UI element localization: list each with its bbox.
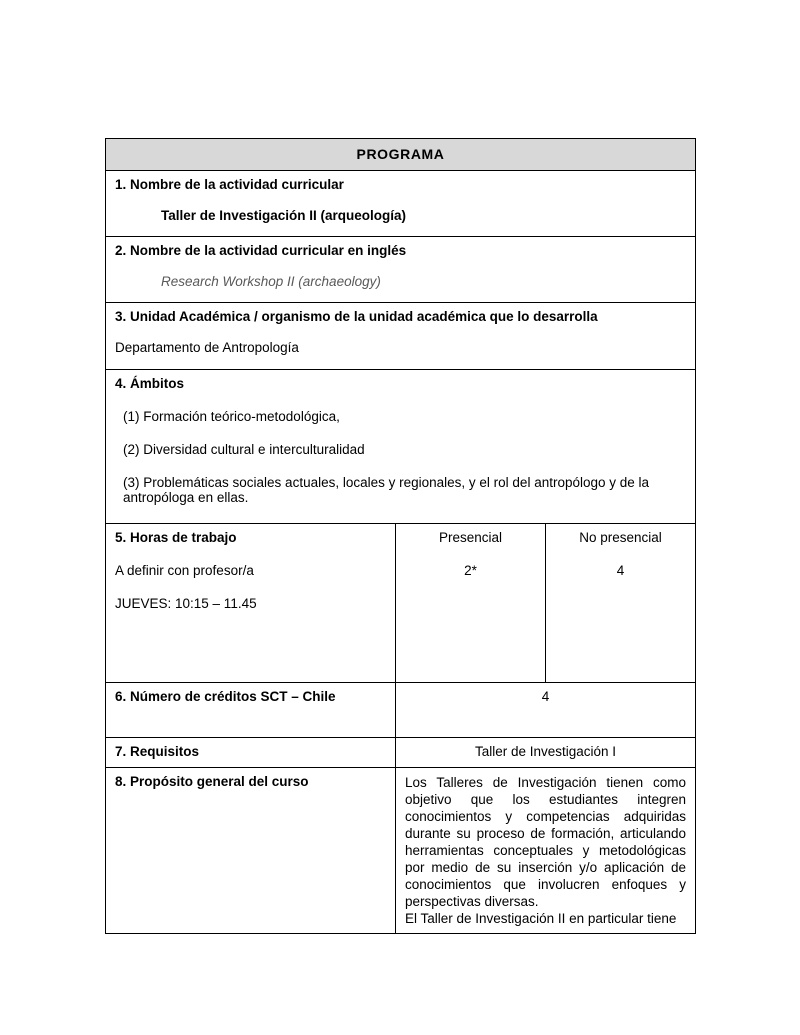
field-4-label: 4. Ámbitos xyxy=(115,376,185,391)
field-8-paragraph-1: Los Talleres de Investigación tienen como objetivo que los estudiantes integren conocimientos y competencias adquiridas durante su proceso de formación, articulando herramientas conceptuales y metodológicas por medio de su inserción y/o aplicación de conocimientos que involucren enfoques y perspectivas diversas. xyxy=(405,775,687,909)
program-table xyxy=(105,138,696,934)
row-ambitos xyxy=(106,370,696,524)
field-2-value: Research Workshop II (archaeology) xyxy=(161,274,381,289)
ambito-item-1: (1) Formación teórico-metodológica, xyxy=(123,409,340,424)
field-3-value: Departamento de Antropología xyxy=(115,340,299,355)
row-requisitos-label-cell xyxy=(106,738,396,768)
no-presencial-header: No presencial xyxy=(579,530,662,545)
field-7-value: Taller de Investigación I xyxy=(474,744,617,759)
field-8-label: 8. Propósito general del curso xyxy=(115,774,309,789)
row-unidad-academica xyxy=(106,303,696,370)
presencial-cell xyxy=(396,524,546,683)
table-title: PROGRAMA xyxy=(106,139,696,171)
field-2-label: 2. Nombre de la actividad curricular en inglés xyxy=(115,243,407,258)
field-7-label: 7. Requisitos xyxy=(115,744,200,759)
field-5-note1: A definir con profesor/a xyxy=(115,563,254,578)
field-1-label: 1. Nombre de la actividad curricular xyxy=(115,177,344,192)
creditos-value-cell xyxy=(396,683,696,738)
no-presencial-value: 4 xyxy=(616,563,625,578)
row-horas-label-cell xyxy=(106,524,396,683)
field-3-label: 3. Unidad Académica / organismo de la unidad académica que lo desarrolla xyxy=(115,309,598,324)
field-5-note2: JUEVES: 10:15 – 11.45 xyxy=(115,596,257,611)
no-presencial-cell xyxy=(546,524,696,683)
row-nombre-actividad xyxy=(106,171,696,237)
requisitos-value-cell xyxy=(396,738,696,768)
field-6-label: 6. Número de créditos SCT – Chile xyxy=(115,689,336,704)
ambito-item-3: (3) Problemáticas sociales actuales, locales y regionales, y el rol del antropólogo y de la antropóloga en ellas. xyxy=(123,475,650,505)
proposito-value-cell xyxy=(396,768,696,934)
row-nombre-ingles xyxy=(106,237,696,303)
ambito-item-2: (2) Diversidad cultural e interculturalidad xyxy=(123,442,365,457)
presencial-value: 2* xyxy=(464,563,477,578)
presencial-header: Presencial xyxy=(438,530,503,545)
field-6-value: 4 xyxy=(541,689,550,704)
field-1-value: Taller de Investigación II (arqueología) xyxy=(161,208,407,223)
field-8-paragraph-2: El Taller de Investigación II en particular tiene xyxy=(405,911,677,926)
field-5-label: 5. Horas de trabajo xyxy=(115,530,237,545)
row-proposito-label-cell xyxy=(106,768,396,934)
row-creditos-label-cell xyxy=(106,683,396,738)
